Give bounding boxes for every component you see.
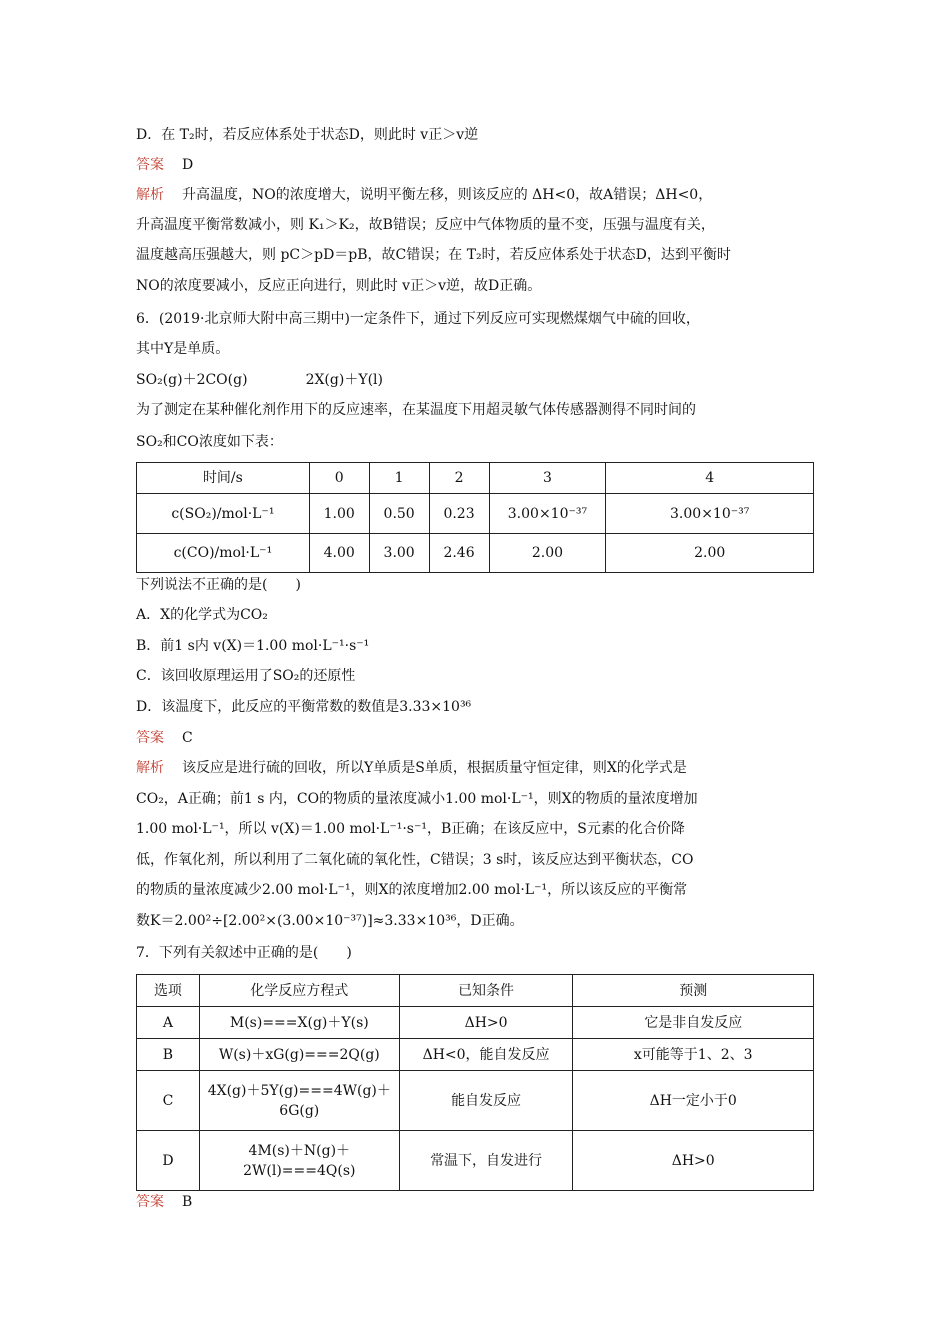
answer-label: 答案 [136,157,164,173]
table-row [137,1039,814,1071]
table-row [137,534,814,573]
q6-stem-line-1: 6．(2019·北京师大附中高三期中)一定条件下，通过下列反应可实现燃煤烟气中硫的回收， [136,311,700,327]
table-cell: W(s)＋xG(g)===2Q(g) [199,1039,399,1071]
q5-option-d: D．在 T₂时，若反应体系处于状态D，则此时 v正＞v逆 [136,127,479,143]
table-cell: c(SO₂)/mol·L⁻¹ [137,494,310,534]
table-cell: 2.00 [489,534,606,573]
q6-data-table [136,462,814,573]
table-cell: C [137,1071,200,1131]
q6-option-c: C．该回收原理运用了SO₂的还原性 [136,668,356,684]
q7-options-table [136,974,814,1191]
equation-line: 6G(g) [279,1102,320,1119]
q6-analysis-line-5: 的物质的量浓度减少2.00 mol·L⁻¹，则X的浓度增加2.00 mol·L⁻¹，所以该反应的平衡常 [136,882,688,898]
answer-label: 答案 [136,1194,164,1210]
q6-equation [136,370,383,390]
q6-analysis-line-3: 1.00 mol·L⁻¹，所以 v(X)＝1.00 mol·L⁻¹·s⁻¹，B正确；在该反应中，S元素的化合价降 [136,821,685,837]
answer-label: 答案 [136,730,164,746]
analysis-text: 升高温度，NO的浓度增大，说明平衡左移，则该反应的 ΔH<0，故A错误；ΔH<0， [182,187,713,203]
table-cell: x可能等于1、2、3 [573,1039,814,1071]
analysis-label: 解析 [136,187,164,203]
q6-option-a: A．X的化学式为CO₂ [136,607,268,623]
table-header-cell: 2 [429,463,489,494]
table-header-cell: 选项 [137,975,200,1007]
table-cell: D [137,1131,200,1191]
q6-analysis-line-4: 低，作氧化剂，所以利用了二氧化硫的氧化性，C错误；3 s时，该反应达到平衡状态，CO [136,852,694,868]
table-header-cell: 3 [489,463,606,494]
q6-stem-line-2: 其中Y是单质。 [136,341,230,357]
q7-answer [136,1192,192,1212]
table-header-cell: 化学反应方程式 [199,975,399,1007]
table-cell: 2.46 [429,534,489,573]
table-cell: ΔH一定小于0 [573,1071,814,1131]
analysis-text: 该反应是进行硫的回收，所以Y单质是S单质，根据质量守恒定律，则X的化学式是 [182,760,687,776]
equation-left: SO₂(g)＋2CO(g) [136,372,248,388]
q6-question: 下列说法不正确的是( ) [136,577,301,593]
q6-option-d: D．该温度下，此反应的平衡常数的数值是3.33×10³⁶ [136,699,472,715]
table-row [137,1071,814,1131]
analysis-label: 解析 [136,760,164,776]
table-cell: 0.50 [369,494,429,534]
table-cell: M(s)===X(g)＋Y(s) [199,1007,399,1039]
table-header-cell: 时间/s [137,463,310,494]
table-cell: 3.00 [369,534,429,573]
table-header-cell: 已知条件 [399,975,573,1007]
answer-value: B [182,1194,193,1210]
answer-value: D [182,157,194,173]
table-cell: 能自发反应 [399,1071,573,1131]
table-cell: ΔH<0，能自发反应 [399,1039,573,1071]
q6-analysis-line-6: 数K＝2.00²÷[2.00²×(3.00×10⁻³⁷)]≈3.33×10³⁶，D正确。 [136,913,524,929]
table-cell: A [137,1007,200,1039]
table-cell: 3.00×10⁻³⁷ [606,494,814,534]
table-cell: 2.00 [606,534,814,573]
q6-analysis-line-1 [136,758,687,778]
table-row [137,1131,814,1191]
table-row [137,1007,814,1039]
q5-analysis-line-2: 升高温度平衡常数减小，则 K₁＞K₂，故B错误；反应中气体物质的量不变，压强与温度有关， [136,217,715,233]
table-header-row [137,975,814,1007]
q6-intro-line-1: 为了测定在某种催化剂作用下的反应速率，在某温度下用超灵敏气体传感器测得不同时间的 [136,402,696,418]
table-header-cell: 4 [606,463,814,494]
table-cell: 它是非自发反应 [573,1007,814,1039]
table-cell: B [137,1039,200,1071]
equation-line: 4X(g)＋5Y(g)===4W(g)＋ [207,1082,391,1099]
table-header-row [137,463,814,494]
answer-value: C [182,730,193,746]
q7-stem: 7．下列有关叙述中正确的是( ) [136,945,352,961]
q6-analysis-line-2: CO₂，A正确；前1 s 内，CO的物质的量浓度减小1.00 mol·L⁻¹，则X的物质的量浓度增加 [136,791,698,807]
table-cell: 0.23 [429,494,489,534]
q5-analysis-line-4: NO的浓度要减小，反应正向进行，则此时 v正＞v逆，故D正确。 [136,278,542,294]
table-header-cell: 预测 [573,975,814,1007]
table-cell [199,1071,399,1131]
q5-analysis-line-1 [136,185,712,205]
q6-option-b: B．前1 s内 v(X)＝1.00 mol·L⁻¹·s⁻¹ [136,638,370,654]
table-cell: 常温下，自发进行 [399,1131,573,1191]
equation-line: 4M(s)＋N(g)＋ [248,1142,351,1159]
table-row [137,494,814,534]
q5-analysis-line-3: 温度越高压强越大，则 pC＞pD＝pB，故C错误；在 T₂时，若反应体系处于状态D，达到平衡时 [136,247,731,263]
table-cell: ΔH>0 [573,1131,814,1191]
q6-answer [136,728,193,748]
table-cell: 4.00 [309,534,369,573]
equation-right: 2X(g)＋Y(l) [305,372,383,388]
table-header-cell: 0 [309,463,369,494]
table-cell [199,1131,399,1191]
table-header-cell: 1 [369,463,429,494]
q5-answer [136,155,193,175]
q6-intro-line-2: SO₂和CO浓度如下表： [136,434,283,450]
table-cell: 1.00 [309,494,369,534]
table-cell: c(CO)/mol·L⁻¹ [137,534,310,573]
table-cell: ΔH>0 [399,1007,573,1039]
table-cell: 3.00×10⁻³⁷ [489,494,606,534]
equation-line: 2W(l)===4Q(s) [243,1162,356,1179]
